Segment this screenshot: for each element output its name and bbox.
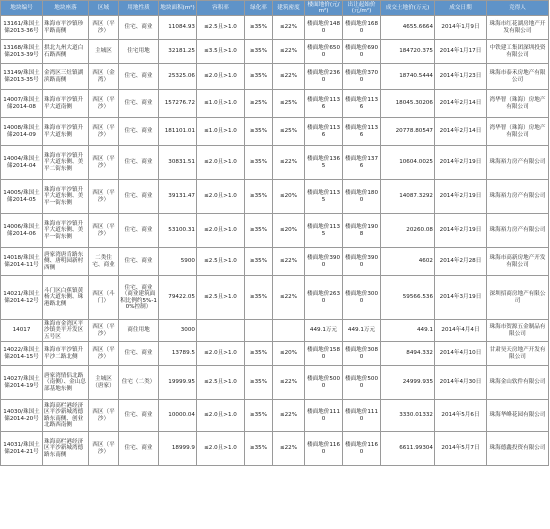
plot-number-cell: 13168/珠国土储2013-39号 [1,40,43,64]
table-row [1,118,549,146]
floor-area-ratio-cell: ≤2.5且>1.0 [197,16,245,40]
plot-area-cell: 10000.04 [159,400,197,432]
winner-cell: 珠海德鑫投资有限公司 [487,432,549,466]
building-density-cell: ≤22% [273,40,305,64]
plot-location-cell: 拱北九州大道白石路西侧 [43,40,89,64]
deal-price-cell: 4602 [381,248,435,276]
floor-price-cell: 楼面地价1135 [305,180,343,214]
plot-location-cell: 珠海市平沙镇升平大道东侧、美平一街东侧 [43,214,89,248]
plot-number-cell: 14017 [1,320,43,342]
region-cell: 西区（平沙） [89,432,119,466]
table-row [1,146,549,180]
floor-area-ratio-cell: ≤2.0且>1.0 [197,180,245,214]
plot-area-cell: 53100.31 [159,214,197,248]
floor-price-cell: 楼面地价3900 [305,248,343,276]
winner-cell: 珠海市泰禾房地产有限公司 [487,64,549,90]
deal-price-cell: 24999.935 [381,366,435,400]
table-header-row [1,1,549,16]
region-cell: 二类住宅、商业 [89,248,119,276]
deal-price-cell: 14087.3292 [381,180,435,214]
start-price-cell: 楼面地价6900 [343,40,381,64]
region-cell: 西区（斗门） [89,276,119,320]
plot-location-cell: 唐家湾唐肯路东侧、唐明园新村西侧 [43,248,89,276]
table-row [1,432,549,466]
table-row [1,40,549,64]
deal-date-cell: 2014年1月17日 [435,40,487,64]
plot-location-cell: 珠海市平沙镇升平大道东侧 [43,118,89,146]
land-use-cell: 住宅、商业 [119,214,159,248]
green-rate-cell: ≥25% [245,90,273,118]
land-use-cell: 住宅、商业 [119,64,159,90]
floor-price-cell: 楼面地价1135 [305,214,343,248]
start-price-cell: 楼面地价1136 [343,118,381,146]
deal-price-cell: 8494.332 [381,342,435,366]
plot-location-cell: 珠海市平沙镇升平大道南侧 [43,90,89,118]
plot-number-cell: 13149/珠国土储2013-35号 [1,64,43,90]
winner-cell: 珠海市高新房地产开发有限公司 [487,248,549,276]
deal-date-cell: 2014年3月19日 [435,276,487,320]
land-use-cell: 住宅（二类） [119,366,159,400]
deal-date-cell: 2014年5月6日 [435,400,487,432]
plot-number-cell: 14021/珠国土储2014-12号 [1,276,43,320]
header-cell: 用地性质 [119,1,159,16]
land-use-cell: 住宅、商业 [119,146,159,180]
plot-number-cell: 14031/珠国土储2014-21号 [1,432,43,466]
floor-price-cell: 楼面地价1110 [305,400,343,432]
start-price-cell: 楼面地价1160 [343,432,381,466]
green-rate-cell: ≥35% [245,342,273,366]
table-row [1,214,549,248]
start-price-cell: 449.1万元 [343,320,381,342]
plot-area-cell: 30831.51 [159,146,197,180]
winner-cell: 湾华智（珠海）房地产有限公司 [487,90,549,118]
land-use-cell: 住宅、商业 [119,90,159,118]
deal-date-cell: 2014年4月30日 [435,366,487,400]
start-price-cell: 楼面地价1800 [343,180,381,214]
plot-number-cell: 14008/珠国土储2014-09 [1,118,43,146]
land-use-cell: 商住用地 [119,320,159,342]
winner-cell: 甘肃昊天房地产开发有限公司 [487,342,549,366]
land-use-cell: 住宅、商业 [119,432,159,466]
plot-location-cell: 珠海市平沙镇珍平路南侧 [43,16,89,40]
plot-number-cell: 14022/珠国土储2014-15号 [1,342,43,366]
region-cell: 西区（平沙） [89,400,119,432]
plot-location-cell: 珠海市平沙镇升平大道东侧、美平一街东侧 [43,180,89,214]
deal-date-cell: 2014年2月19日 [435,146,487,180]
floor-area-ratio-cell: ≤2.0且>1.0 [197,400,245,432]
plot-area-cell: 157276.72 [159,90,197,118]
floor-area-ratio-cell: ≤1.0且>1.0 [197,118,245,146]
winner-cell: 珠海市红花湖房地产开发有限公司 [487,16,549,40]
winner-cell: 珠海裕力房产有限公司 [487,146,549,180]
region-cell: 西区（金湾） [89,64,119,90]
floor-area-ratio-cell: ≤2.0且>1.0 [197,342,245,366]
region-cell: 主城区 [89,40,119,64]
deal-price-cell: 20778.80547 [381,118,435,146]
deal-date-cell: 2014年4月4日 [435,320,487,342]
green-rate-cell: ≥35% [245,180,273,214]
floor-price-cell: 楼面地价2360 [305,64,343,90]
start-price-cell: 楼面地价1136 [343,90,381,118]
building-density-cell: ≤22% [273,276,305,320]
region-cell: 西区（平沙） [89,180,119,214]
start-price-cell: 楼面地价1376 [343,146,381,180]
deal-price-cell: 184720.375 [381,40,435,64]
floor-price-cell: 楼面地价2630 [305,276,343,320]
floor-price-cell: 楼面地价1480 [305,16,343,40]
plot-location-cell: 珠海市平沙镇升平沙二路北侧 [43,342,89,366]
floor-price-cell: 楼面地价5000 [305,366,343,400]
land-use-cell: 住宅、商业 [119,342,159,366]
header-cell: 出让起始价(元/m²) [343,1,381,16]
land-use-cell: 住宅、商业（商业建筑面积比例约5%-10%控制） [119,276,159,320]
plot-area-cell: 5900 [159,248,197,276]
plot-area-cell: 39131.47 [159,180,197,214]
table-row [1,248,549,276]
winner-cell: 深圳招商房地产有限公司 [487,276,549,320]
deal-date-cell: 2014年2月28日 [435,248,487,276]
deal-price-cell: 449.1 [381,320,435,342]
start-price-cell: 楼面地价3000 [343,276,381,320]
floor-price-cell: 楼面地价1580 [305,342,343,366]
building-density-cell: ≤22% [273,16,305,40]
winner-cell: 珠海裕力房产有限公司 [487,180,549,214]
plot-number-cell: 14004/珠国土储2014-04 [1,146,43,180]
green-rate-cell [245,320,273,342]
plot-location-cell: 珠海高栏港经济区平沙新城湾德路东南侧 [43,432,89,466]
table-row [1,366,549,400]
building-density-cell: ≤22% [273,366,305,400]
land-use-cell: 住宅用地 [119,40,159,64]
plot-area-cell: 79422.05 [159,276,197,320]
table-row [1,64,549,90]
floor-price-cell: 449.1万元 [305,320,343,342]
building-density-cell: ≤22% [273,146,305,180]
deal-price-cell: 18740.5444 [381,64,435,90]
header-cell: 成交日期 [435,1,487,16]
start-price-cell: 楼面地价3080 [343,342,381,366]
plot-number-cell: 14030/珠国土储2014-20号 [1,400,43,432]
floor-area-ratio-cell: ≤2.0且>1.0 [197,64,245,90]
region-cell: 西区（平沙） [89,214,119,248]
plot-area-cell: 32181.25 [159,40,197,64]
green-rate-cell: ≥35% [245,16,273,40]
deal-date-cell: 2014年4月10日 [435,342,487,366]
plot-location-cell: 珠海市金湾区平沙镇美平开发区五号区 [43,320,89,342]
winner-cell: 珠海华峰花园有限公司 [487,400,549,432]
plot-area-cell: 181101.01 [159,118,197,146]
green-rate-cell: ≥35% [245,432,273,466]
floor-area-ratio-cell [197,320,245,342]
plot-number-cell: 14007/珠国土储2014-08 [1,90,43,118]
deal-price-cell: 4655.6664 [381,16,435,40]
plot-location-cell: 珠海市平沙镇升平大道东侧、美平二街东侧 [43,146,89,180]
land-use-cell: 住宅、商业 [119,118,159,146]
green-rate-cell: ≥35% [245,248,273,276]
plot-area-cell: 19999.95 [159,366,197,400]
floor-area-ratio-cell: ≤3.5且>1.0 [197,40,245,64]
deal-price-cell: 59566.536 [381,276,435,320]
building-density-cell: ≤25% [273,90,305,118]
plot-location-cell: 唐家湾情侣北路（南侧）、金山总部基地东侧 [43,366,89,400]
plot-area-cell: 18999.9 [159,432,197,466]
header-cell: 区域 [89,1,119,16]
plot-location-cell: 斗门区白蕉镇黄杨大道东侧、珠港路北侧 [43,276,89,320]
region-cell: 西区（平沙） [89,320,119,342]
table-row [1,276,549,320]
deal-date-cell: 2014年2月14日 [435,118,487,146]
floor-area-ratio-cell: ≤1.0且>1.0 [197,90,245,118]
floor-price-cell: 楼面地价1136 [305,118,343,146]
start-price-cell: 楼面地价1908 [343,214,381,248]
start-price-cell: 楼面地价1110 [343,400,381,432]
table-row [1,90,549,118]
start-price-cell: 楼面地价1680 [343,16,381,40]
floor-price-cell: 楼面地价6500 [305,40,343,64]
building-density-cell: ≤25% [273,118,305,146]
region-cell: 西区（平沙） [89,118,119,146]
table-row [1,180,549,214]
floor-area-ratio-cell: ≤2.0且>1.0 [197,432,245,466]
floor-price-cell: 楼面地价1136 [305,90,343,118]
green-rate-cell: ≥35% [245,40,273,64]
building-density-cell: ≤22% [273,432,305,466]
deal-price-cell: 20260.08 [381,214,435,248]
building-density-cell: ≤22% [273,248,305,276]
winner-cell: 中铁建工集团深圳投资有限公司 [487,40,549,64]
start-price-cell: 楼面地价3700 [343,64,381,90]
winner-cell: 湾华智（珠海）房地产有限公司 [487,118,549,146]
green-rate-cell: ≥35% [245,276,273,320]
floor-area-ratio-cell: ≤2.0且>1.0 [197,146,245,180]
region-cell: 西区（平沙） [89,146,119,180]
deal-date-cell: 2014年2月14日 [435,90,487,118]
building-density-cell: ≤22% [273,400,305,432]
floor-area-ratio-cell: ≤2.0且>1.0 [197,214,245,248]
deal-date-cell: 2014年1月9日 [435,16,487,40]
building-density-cell: ≤20% [273,214,305,248]
winner-cell: 珠海金山软件有限公司 [487,366,549,400]
green-rate-cell: ≥35% [245,118,273,146]
plot-number-cell: 14018/珠国土储2014-11号 [1,248,43,276]
green-rate-cell: ≥35% [245,214,273,248]
plot-area-cell: 25325.06 [159,64,197,90]
plot-number-cell: 14006/珠国土储2014-06 [1,214,43,248]
plot-area-cell: 13789.5 [159,342,197,366]
header-cell: 地块座落 [43,1,89,16]
building-density-cell: ≤22% [273,64,305,90]
floor-area-ratio-cell: ≤2.5且>1.0 [197,276,245,320]
plot-area-cell: 3000 [159,320,197,342]
floor-price-cell: 楼面地价1365 [305,146,343,180]
green-rate-cell: ≥35% [245,64,273,90]
start-price-cell: 楼面地价5000 [343,366,381,400]
building-density-cell: ≤20% [273,180,305,214]
deal-date-cell: 2014年2月19日 [435,180,487,214]
plot-area-cell: 11084.93 [159,16,197,40]
header-cell: 成交土地价(万元) [381,1,435,16]
table-row [1,342,549,366]
land-use-cell: 住宅、商业 [119,180,159,214]
land-use-cell: 住宅、商业 [119,16,159,40]
region-cell: 西区（平沙） [89,16,119,40]
header-cell: 楼面地价(元/m²) [305,1,343,16]
building-density-cell: ≤20% [273,342,305,366]
deal-date-cell: 2014年1月23日 [435,64,487,90]
region-cell: 主城区（唐家） [89,366,119,400]
deal-price-cell: 6611.99304 [381,432,435,466]
building-density-cell [273,320,305,342]
plot-location-cell: 珠海高栏港经济区平沙新城湾德路东南侧、创业北路西南侧 [43,400,89,432]
plot-number-cell: 14005/珠国土储2014-05 [1,180,43,214]
plot-number-cell: 13161/珠国土储2013-36号 [1,16,43,40]
region-cell: 西区（平沙） [89,90,119,118]
table-row [1,400,549,432]
winner-cell: 珠海市贺源五金制品有限公司 [487,320,549,342]
header-cell: 容积率 [197,1,245,16]
header-cell: 地块面积(m²) [159,1,197,16]
green-rate-cell: ≥35% [245,366,273,400]
green-rate-cell: ≥35% [245,400,273,432]
green-rate-cell: ≥35% [245,146,273,180]
deal-date-cell: 2014年5月7日 [435,432,487,466]
floor-area-ratio-cell: ≤2.5且>1.0 [197,366,245,400]
deal-date-cell: 2014年2月19日 [435,214,487,248]
deal-price-cell: 10604.0025 [381,146,435,180]
winner-cell: 珠海裕力房产有限公司 [487,214,549,248]
floor-price-cell: 楼面地价1160 [305,432,343,466]
floor-area-ratio-cell: ≤2.5且>1.0 [197,248,245,276]
header-cell: 竞得人 [487,1,549,16]
land-use-cell: 住宅、商业 [119,248,159,276]
table-row [1,320,549,342]
header-cell: 地块编号 [1,1,43,16]
land-use-cell: 住宅、商业 [119,400,159,432]
plot-location-cell: 金湾区三灶镇湖滨路南侧 [43,64,89,90]
header-cell: 建筑密度 [273,1,305,16]
start-price-cell: 楼面地价3900 [343,248,381,276]
region-cell: 西区（平沙） [89,342,119,366]
plot-number-cell: 14027/珠国土储2014-19号 [1,366,43,400]
table-row [1,16,549,40]
deal-price-cell: 3330.01332 [381,400,435,432]
header-cell: 绿化率 [245,1,273,16]
deal-price-cell: 18045.30206 [381,90,435,118]
